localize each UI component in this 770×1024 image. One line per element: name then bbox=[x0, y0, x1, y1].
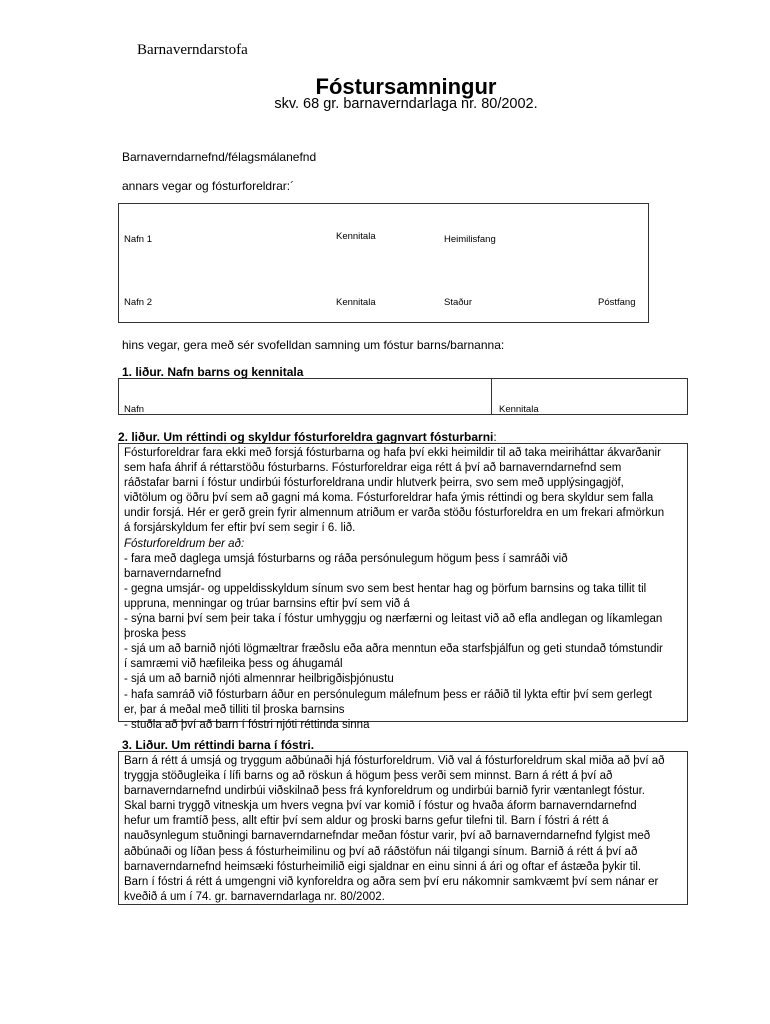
document-subtitle: skv. 68 gr. barnaverndarlaga nr. 80/2002. bbox=[274, 96, 538, 112]
duty-line: - sjá um að barnið njóti lögmæltrar fræðslu eða aðra menntun eða starfsþjálfun og geti stundað tómstundir bbox=[124, 643, 663, 656]
intro-parents-line: annars vegar og fósturforeldrar:´ bbox=[122, 179, 295, 193]
parent1-id-label[interactable]: Kennitala bbox=[336, 231, 376, 242]
section3-line: nauðsynlegum stuðningi barnaverndarnefndar meðan fóstur varir, því að barnaverndarnefnd fylgist með bbox=[124, 830, 651, 843]
section3-box bbox=[118, 751, 688, 905]
duty-line: barnaverndarnefnd bbox=[124, 567, 222, 580]
child-id-label[interactable]: Kennitala bbox=[499, 404, 539, 415]
parent1-address-label[interactable]: Heimilisfang bbox=[444, 234, 496, 245]
parent2-name-label[interactable]: Nafn 2 bbox=[124, 297, 152, 308]
document-title: Fóstursamningur bbox=[315, 74, 497, 99]
duty-line: uppruna, menningar og trúar barnsins eftir því sem við á bbox=[124, 597, 410, 610]
child-name-label[interactable]: Nafn bbox=[124, 404, 145, 415]
section1-heading: 1. liður. Nafn barns og kennitala bbox=[122, 365, 304, 379]
section3-heading: 3. Liður. Um réttindi barna í fóstri. bbox=[122, 738, 315, 752]
section3-line: barnaverndarnefnd heimsæki fósturheimilið eigi sjaldnar en einu sinni á ári og oftar ef ástæða þykir til. bbox=[124, 860, 642, 873]
parent2-place-label[interactable]: Staður bbox=[444, 297, 472, 308]
section2-heading-text: 2. liður. Um réttindi og skyldur fósturforeldra gagnvart fósturbarni bbox=[118, 430, 494, 444]
section2-line: ráðstafar barni í fóstur undirbúi fósturforeldrana undir hlutverk þeirra, svo sem með upplýsingagjöf, bbox=[124, 477, 624, 490]
section2-line: undir forsjá. Hér er gerð grein fyrir almennum atriðum er varða stöðu fósturforeldra en um frekari afmörkun bbox=[124, 507, 665, 520]
child-info-box bbox=[118, 378, 688, 415]
section3-line: tryggja stöðugleika í lífi barns og að röskun á högum þess verði sem minnst. Barn á rétt á því að bbox=[124, 770, 613, 783]
child-info-divider bbox=[491, 379, 492, 414]
agreement-statement: hins vegar, gera með sér svofelldan samning um fóstur barns/barnanna: bbox=[122, 338, 505, 352]
duties-heading: Fósturforeldrum ber að: bbox=[124, 537, 245, 550]
duty-line: - fara með daglega umsjá fósturbarns og ráða persónulegum högum þess í samráði við bbox=[124, 552, 568, 565]
duty-line: - sýna barni því sem þeir taka í fóstur umhyggju og nærfærni og leitast við að efla andlegan og líkamlegan bbox=[124, 613, 663, 626]
section3-line: Barn í fóstri á rétt á umgengni við kynforeldra og aðra sem því eru nákomnir samkvæmt því sem nánar er bbox=[124, 875, 659, 888]
section2-heading-suffix: : bbox=[493, 430, 497, 444]
parent1-name-label[interactable]: Nafn 1 bbox=[124, 234, 152, 245]
parent2-id-label[interactable]: Kennitala bbox=[336, 297, 376, 308]
duty-line: - stuðla að því að barn í fóstri njóti réttinda sinna bbox=[124, 718, 370, 731]
parent2-postcode-label[interactable]: Póstfang bbox=[598, 297, 636, 308]
foster-parents-box bbox=[118, 203, 649, 323]
duty-line: þroska þess bbox=[124, 628, 187, 641]
section2-box bbox=[118, 443, 688, 731]
section3-line: hefur um framtíð þess, allt eftir því sem aldur og þroski barns gefur tilefni til. Barn í fóstri á rétt á bbox=[124, 815, 609, 828]
section3-line: barnaverndarnefnd undirbúi viðskilnað þess frá kynforeldrum og undirbúi barnið fyrir væntanlegt fóstur. bbox=[124, 785, 645, 798]
section3-line: Barn á rétt á umsjá og tryggum aðbúnaði hjá fósturforeldrum. Við val á fósturforeldrum skal miða að því að bbox=[124, 755, 665, 767]
duty-line: er, þar á meðal með tilliti til þroska barnsins bbox=[124, 703, 345, 716]
section2-line: sem hafa áhrif á réttarstöðu fósturbarns. Fósturforeldrar eiga rétt á því að barnaverndarnefnd sem bbox=[124, 462, 622, 475]
section2-heading bbox=[118, 430, 497, 444]
intro-committee-line: Barnaverndarnefnd/félagsmálanefnd bbox=[122, 150, 317, 164]
section2-line: á forsjárskyldum fer eftir því sem segir í 6. lið. bbox=[124, 522, 356, 535]
section3-line: Skal barni tryggð vitneskja um hvers vegna því var komið í fóstur og hvaða áform barnaverndarnefnd bbox=[124, 800, 637, 813]
section3-line: kveðið á um í 74. gr. barnaverndarlaga nr. 80/2002. bbox=[124, 890, 385, 903]
agency-name: Barnaverndarstofa bbox=[137, 42, 248, 58]
duty-line: í samræmi við hæfileika þess og áhugamál bbox=[124, 658, 343, 671]
duty-line: - hafa samráð við fósturbarn áður en persónulegum málefnum þess er ráðið til lykta eftir því sem gerlegt bbox=[124, 688, 652, 701]
section2-line: Fósturforeldrar fara ekki með forsjá fósturbarna og hafa því ekki heimildir til að taka meiriháttar ákvarðanir bbox=[124, 447, 661, 459]
duty-line: - sjá um að barnið njóti almennrar heilbrigðisþjónustu bbox=[124, 673, 394, 686]
section3-line: aðbúnaði og líðan þess á fósturheimilinu og því að ráðstöfun nái tilgangi sínum. Barnið á rétt á því að bbox=[124, 845, 638, 858]
duty-line: - gegna umsjár- og uppeldisskyldum sínum svo sem best hentar hag og þörfum barnsins og taka tillit til bbox=[124, 582, 647, 595]
section2-line: viðtölum og öðru því sem að gagni má koma. Fósturforeldrar hafa ýmis réttindi og bera skyldur sem falla bbox=[124, 492, 654, 505]
